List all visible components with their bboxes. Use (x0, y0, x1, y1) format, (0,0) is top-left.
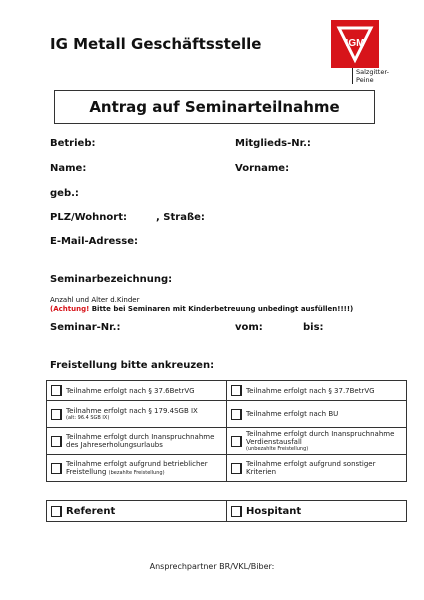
children-note-text: Bitte bei Seminaren mit Kinderbetreuung unbedingt ausfüllen!!!!) (89, 305, 354, 313)
checkbox-179-4[interactable] (51, 409, 62, 420)
footer-contact: Ansprechpartner BR/VKL/Biber: (149, 562, 275, 571)
field-seminar[interactable]: Seminarbezeichnung: (50, 274, 173, 285)
option-verdienstausfall-sub: (unbezahlte Freistellung) (246, 446, 309, 452)
checkbox-freistellung[interactable] (51, 463, 62, 474)
children-note (50, 305, 353, 313)
field-plz[interactable]: PLZ/Wohnort: (50, 212, 127, 223)
children-label[interactable]: Anzahl und Alter d.Kinder (50, 296, 140, 304)
branch-line-2: Peine (356, 76, 374, 84)
option-sonstige: Teilnahme erfolgt aufgrund sonstiger Kriterien (246, 460, 376, 476)
checkbox-sonstige[interactable] (231, 463, 242, 474)
checkbox-verdienstausfall[interactable] (231, 436, 242, 447)
branch-line-1: Salzgitter- (356, 68, 389, 76)
field-geb[interactable]: geb.: (50, 188, 79, 199)
field-email[interactable]: E-Mail-Adresse: (50, 236, 138, 247)
option-bu: Teilnahme erfolgt nach BU (246, 410, 339, 418)
field-seminarnr[interactable]: Seminar-Nr.: (50, 322, 121, 333)
option-179-4-text: Teilnahme erfolgt nach § 179.4SGB IX (66, 407, 198, 415)
field-bis[interactable]: bis: (303, 322, 324, 333)
field-vorname[interactable]: Vorname: (235, 163, 290, 174)
option-jahresurlaub: Teilnahme erfolgt durch Inanspruchnahme des Jahreserholungsurlaubs (66, 433, 215, 449)
role-hospitant: Hospitant (246, 505, 302, 517)
option-verdienstausfall-text: Teilnahme erfolgt durch Inanspruchnahme Verdienstausfall (246, 430, 395, 446)
role-table (46, 500, 407, 522)
option-179-4-sub: (alt: 96.4 SGB IX) (66, 415, 110, 421)
option-verdienstausfall (246, 430, 406, 452)
checkbox-bu[interactable] (231, 409, 242, 420)
branch-name (352, 68, 389, 84)
children-warning: (Achtung! (50, 305, 90, 313)
form-title: Antrag auf Seminarteilnahme (54, 90, 375, 124)
option-freistellung-sub: (bezahlte Freistellung) (108, 470, 165, 476)
role-referent: Referent (66, 505, 116, 517)
option-freistellung (66, 460, 226, 476)
svg-text:IGM: IGM (345, 38, 365, 49)
option-37-6: Teilnahme erfolgt nach § 37.6BetrVG (66, 386, 195, 395)
ig-metall-logo (331, 20, 379, 68)
field-name[interactable]: Name: (50, 163, 87, 174)
option-179-4 (66, 407, 198, 421)
option-37-7: Teilnahme erfolgt nach § 37.7BetrVG (246, 386, 375, 395)
field-strasse[interactable]: , Straße: (156, 212, 205, 223)
release-options-table (46, 380, 407, 482)
field-vom[interactable]: vom: (235, 322, 263, 333)
checkbox-referent[interactable] (51, 506, 62, 517)
field-mitgliedsnr[interactable]: Mitglieds-Nr.: (235, 138, 311, 149)
checkbox-37-7[interactable] (231, 385, 242, 396)
field-betrieb[interactable]: Betrieb: (50, 138, 96, 149)
release-heading: Freistellung bitte ankreuzen: (50, 360, 215, 371)
checkbox-jahresurlaub[interactable] (51, 436, 62, 447)
option-freistellung-text: Teilnahme erfolgt aufgrund betrieblicher Freistellung (66, 460, 208, 476)
checkbox-37-6[interactable] (51, 385, 62, 396)
checkbox-hospitant[interactable] (231, 506, 242, 517)
office-title: IG Metall Geschäftsstelle (50, 35, 262, 53)
